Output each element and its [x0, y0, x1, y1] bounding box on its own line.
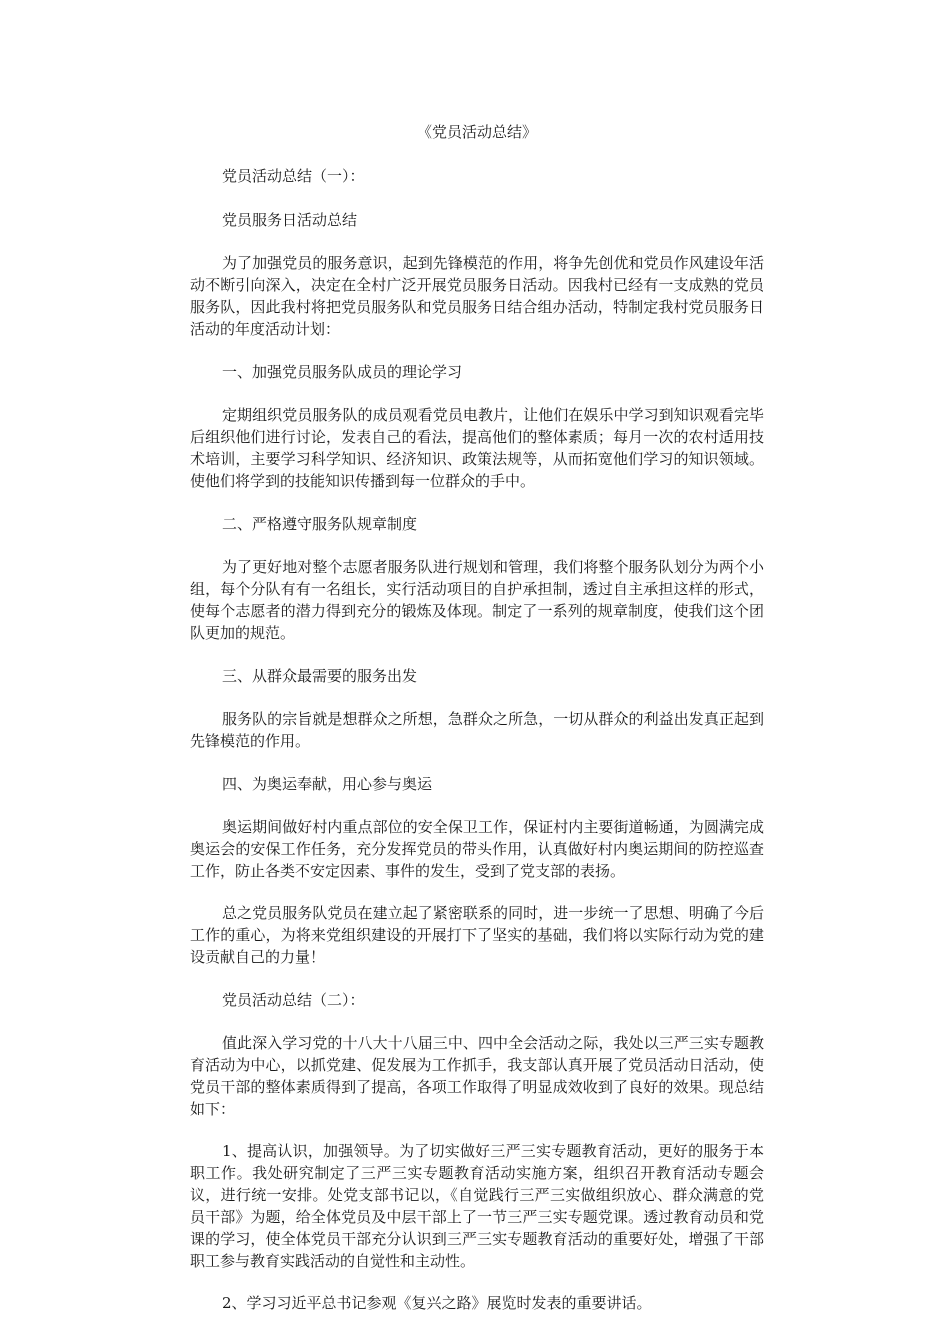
part2-heading: 党员活动总结（二）：	[222, 991, 365, 1009]
paragraph-part2-item-1: 1、提高认识，加强领导。为了切实做好三严三实专题教育活动，更好的服务于本职工作。我处研究制定了三严三实专题教育活动实施方案，组织召开教育活动专题会议，进行统一安排。处党支部书记以，《自觉践行三严三实做组织放心、群众满意的党员干部》为题，给全体党员及中层干部上了一节三严三实专题党课。透过教育动员和党课的学习，使全体党员干部充分认识到三严三实专题教育活动的重要好处，增强了干部职工参与教育实践活动的自觉性和主动性。	[190, 1142, 764, 1270]
paragraph-intro: 为了加强党员的服务意识，起到先锋模范的作用，将争先创优和党员作风建设年活动不断引向深入，决定在全村广泛开展党员服务日活动。因我村已经有一支成熟的党员服务队，因此我村将把党员服务队和党员服务日结合组办活动，特制定我村党员服务日活动的年度活动计划：	[190, 254, 764, 338]
part1-subtitle: 党员服务日活动总结	[222, 211, 358, 229]
paragraph-part2-intro: 值此深入学习党的十八大十八届三中、四中全会活动之际，我处以三严三实专题教育活动为中心，以抓党建、促发展为工作抓手，我支部认真开展了党员活动日活动，使党员干部的整体素质得到了提高，各项工作取得了明显成效收到了良好的效果。现总结如下：	[190, 1034, 764, 1118]
paragraph-part2-item-2: 2、学习习近平总书记参观《复兴之路》展览时发表的重要讲话。	[222, 1294, 652, 1312]
paragraph-conclusion: 总之党员服务队党员在建立起了紧密联系的同时，进一步统一了思想、明确了今后工作的重心，为将来党组织建设的开展打下了坚实的基础，我们将以实际行动为党的建设贡献自己的力量！	[190, 904, 764, 966]
paragraph-section-1: 定期组织党员服务队的成员观看党员电教片，让他们在娱乐中学习到知识观看完毕后组织他们进行讨论，发表自己的看法，提高他们的整体素质；每月一次的农村适用技术培训，主要学习科学知识、经济知识、政策法规等，从而拓宽他们学习的知识领域。使他们将学到的技能知识传播到每一位群众的手中。	[190, 406, 764, 490]
section-heading-1: 一、加强党员服务队成员的理论学习	[222, 363, 463, 381]
document-title: 《党员活动总结》	[416, 123, 537, 141]
paragraph-section-3: 服务队的宗旨就是想群众之所想，急群众之所急，一切从群众的利益出发真正起到先锋模范的作用。	[190, 710, 764, 750]
part1-heading: 党员活动总结（一）：	[222, 167, 365, 185]
document-page	[190, 120, 764, 1334]
section-heading-2: 二、严格遵守服务队规章制度	[222, 515, 418, 533]
section-heading-4: 四、为奥运奉献，用心参与奥运	[222, 775, 433, 793]
paragraph-section-2: 为了更好地对整个志愿者服务队进行规划和管理，我们将整个服务队划分为两个小组，每个分队有有一名组长，实行活动项目的自护承担制，透过自主承担这样的形式，使每个志愿者的潜力得到充分的锻炼及体现。制定了一系列的规章制度，使我们这个团队更加的规范。	[190, 558, 764, 642]
section-heading-3: 三、从群众最需要的服务出发	[222, 667, 418, 685]
paragraph-section-4: 奥运期间做好村内重点部位的安全保卫工作，保证村内主要街道畅通，为圆满完成奥运会的安保工作任务，充分发挥党员的带头作用，认真做好村内奥运期间的防控巡查工作，防止各类不安定因素、事件的发生，受到了党支部的表扬。	[190, 818, 764, 880]
